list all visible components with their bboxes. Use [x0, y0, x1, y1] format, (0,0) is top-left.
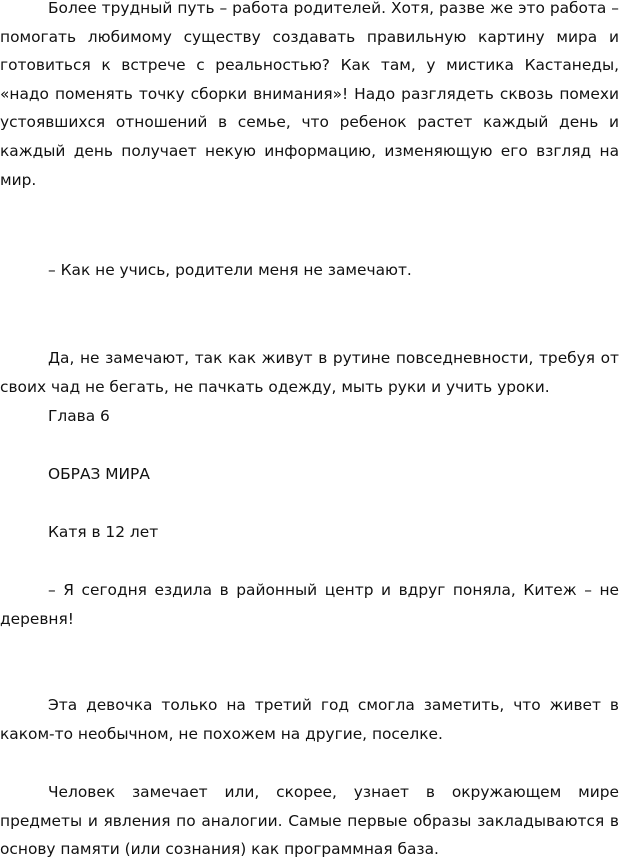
paragraph-girl-noticed: Эта девочка только на третий год смогла заметить, что живет в каком-то необычном, не похожем на другие, поселке. — [0, 696, 619, 743]
subheading: Катя в 12 лет — [48, 523, 159, 541]
paragraph-routine: Да, не замечают, так как живут в рутине повседневности, требуя от своих чад не бегать, не пачкать одежду, мыть руки и учить уроки. — [0, 349, 619, 396]
paragraph-analogy: Человек замечает или, скорее, узнает в окружающем мире предметы и явления по аналогии. Самые первые образы закладываются в основу памяти (или сознания) как программная база. — [0, 783, 619, 859]
paragraph-dialogue-kitezh: – Я сегодня ездила в районный центр и вдруг поняла, Китеж – не деревня! — [0, 581, 619, 628]
paragraph-dialogue-parents: – Как не учись, родители меня не замечают. — [48, 261, 412, 279]
paragraph-parents-work: Более трудный путь – работа родителей. Хотя, разве же это работа – помогать любимому существу создавать правильную картину мира и готовиться к встрече с реальностью? Как там, у мистика Кастанеды, «надо поменять точку сборки внимания»! Надо разглядеть сквозь помехи устоявшихся отношений в семье, что ребенок растет каждый день и каждый день получает некую информацию, изменяющую его взгляд на мир. — [0, 0, 619, 189]
section-title: ОБРАЗ МИРА — [48, 465, 150, 483]
chapter-label: Глава 6 — [48, 407, 110, 425]
